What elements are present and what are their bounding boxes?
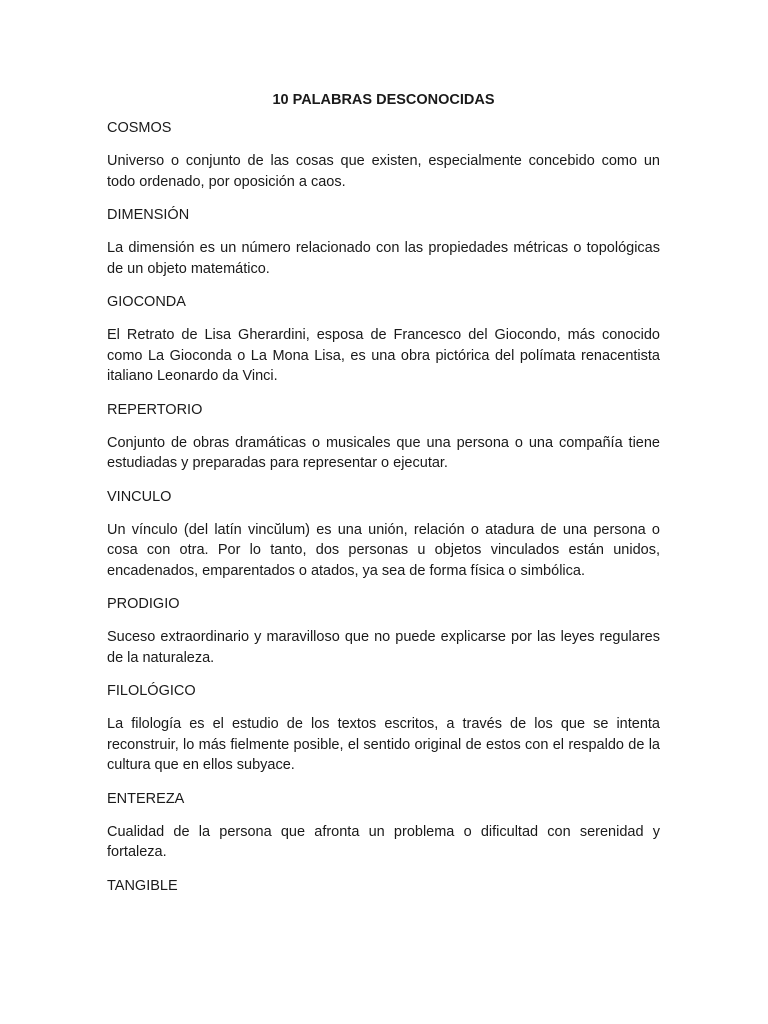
definition-cosmos: Universo o conjunto de las cosas que existen, especialmente concebido como un todo ordenado, por oposición a caos.	[107, 153, 660, 190]
definition-dimension: La dimensión es un número relacionado con las propiedades métricas o topológicas de un objeto matemático.	[107, 240, 660, 277]
term-vinculo: VINCULO	[107, 488, 172, 505]
term-filologico: FILOLÓGICO	[107, 683, 196, 699]
term-dimension: DIMENSIÓN	[107, 207, 190, 223]
definition-prodigio: Suceso extraordinario y maravilloso que no puede explicarse por las leyes regulares de la naturaleza.	[107, 629, 660, 666]
definition-filologico: La filología es el estudio de los textos escritos, a través de los que se intenta reconstruir, lo más fielmente posible, el sentido original de estos con el respaldo de la cultura que en ellos subyace.	[107, 716, 660, 773]
term-repertorio: REPERTORIO	[107, 401, 203, 418]
term-tangible: TANGIBLE	[107, 877, 178, 894]
definition-entereza: Cualidad de la persona que afronta un problema o dificultad con serenidad y fortaleza.	[107, 823, 660, 860]
term-gioconda: GIOCONDA	[107, 294, 186, 310]
term-cosmos: COSMOS	[107, 120, 172, 136]
definition-vinculo: Un vínculo (del latín vincŭlum) es una unión, relación o atadura de una persona o cosa con otra. Por lo tanto, dos personas u objetos vinculados están unidos, encadenados, emparentados o atados, ya sea de forma física o simbólica.	[107, 521, 660, 579]
term-entereza: ENTEREZA	[107, 790, 185, 807]
document-page	[107, 90, 660, 909]
term-prodigio: PRODIGIO	[107, 596, 180, 612]
document-title: 10 PALABRAS DESCONOCIDAS	[272, 92, 495, 108]
definition-gioconda: El Retrato de Lisa Gherardini, esposa de Francesco del Giocondo, más conocido como La Gioconda o La Mona Lisa, es una obra pictórica del polímata renacentista italiano Leonardo da Vinci.	[107, 327, 660, 384]
definition-repertorio: Conjunto de obras dramáticas o musicales que una persona o una compañía tiene estudiadas y preparadas para representar o ejecutar.	[107, 434, 660, 471]
